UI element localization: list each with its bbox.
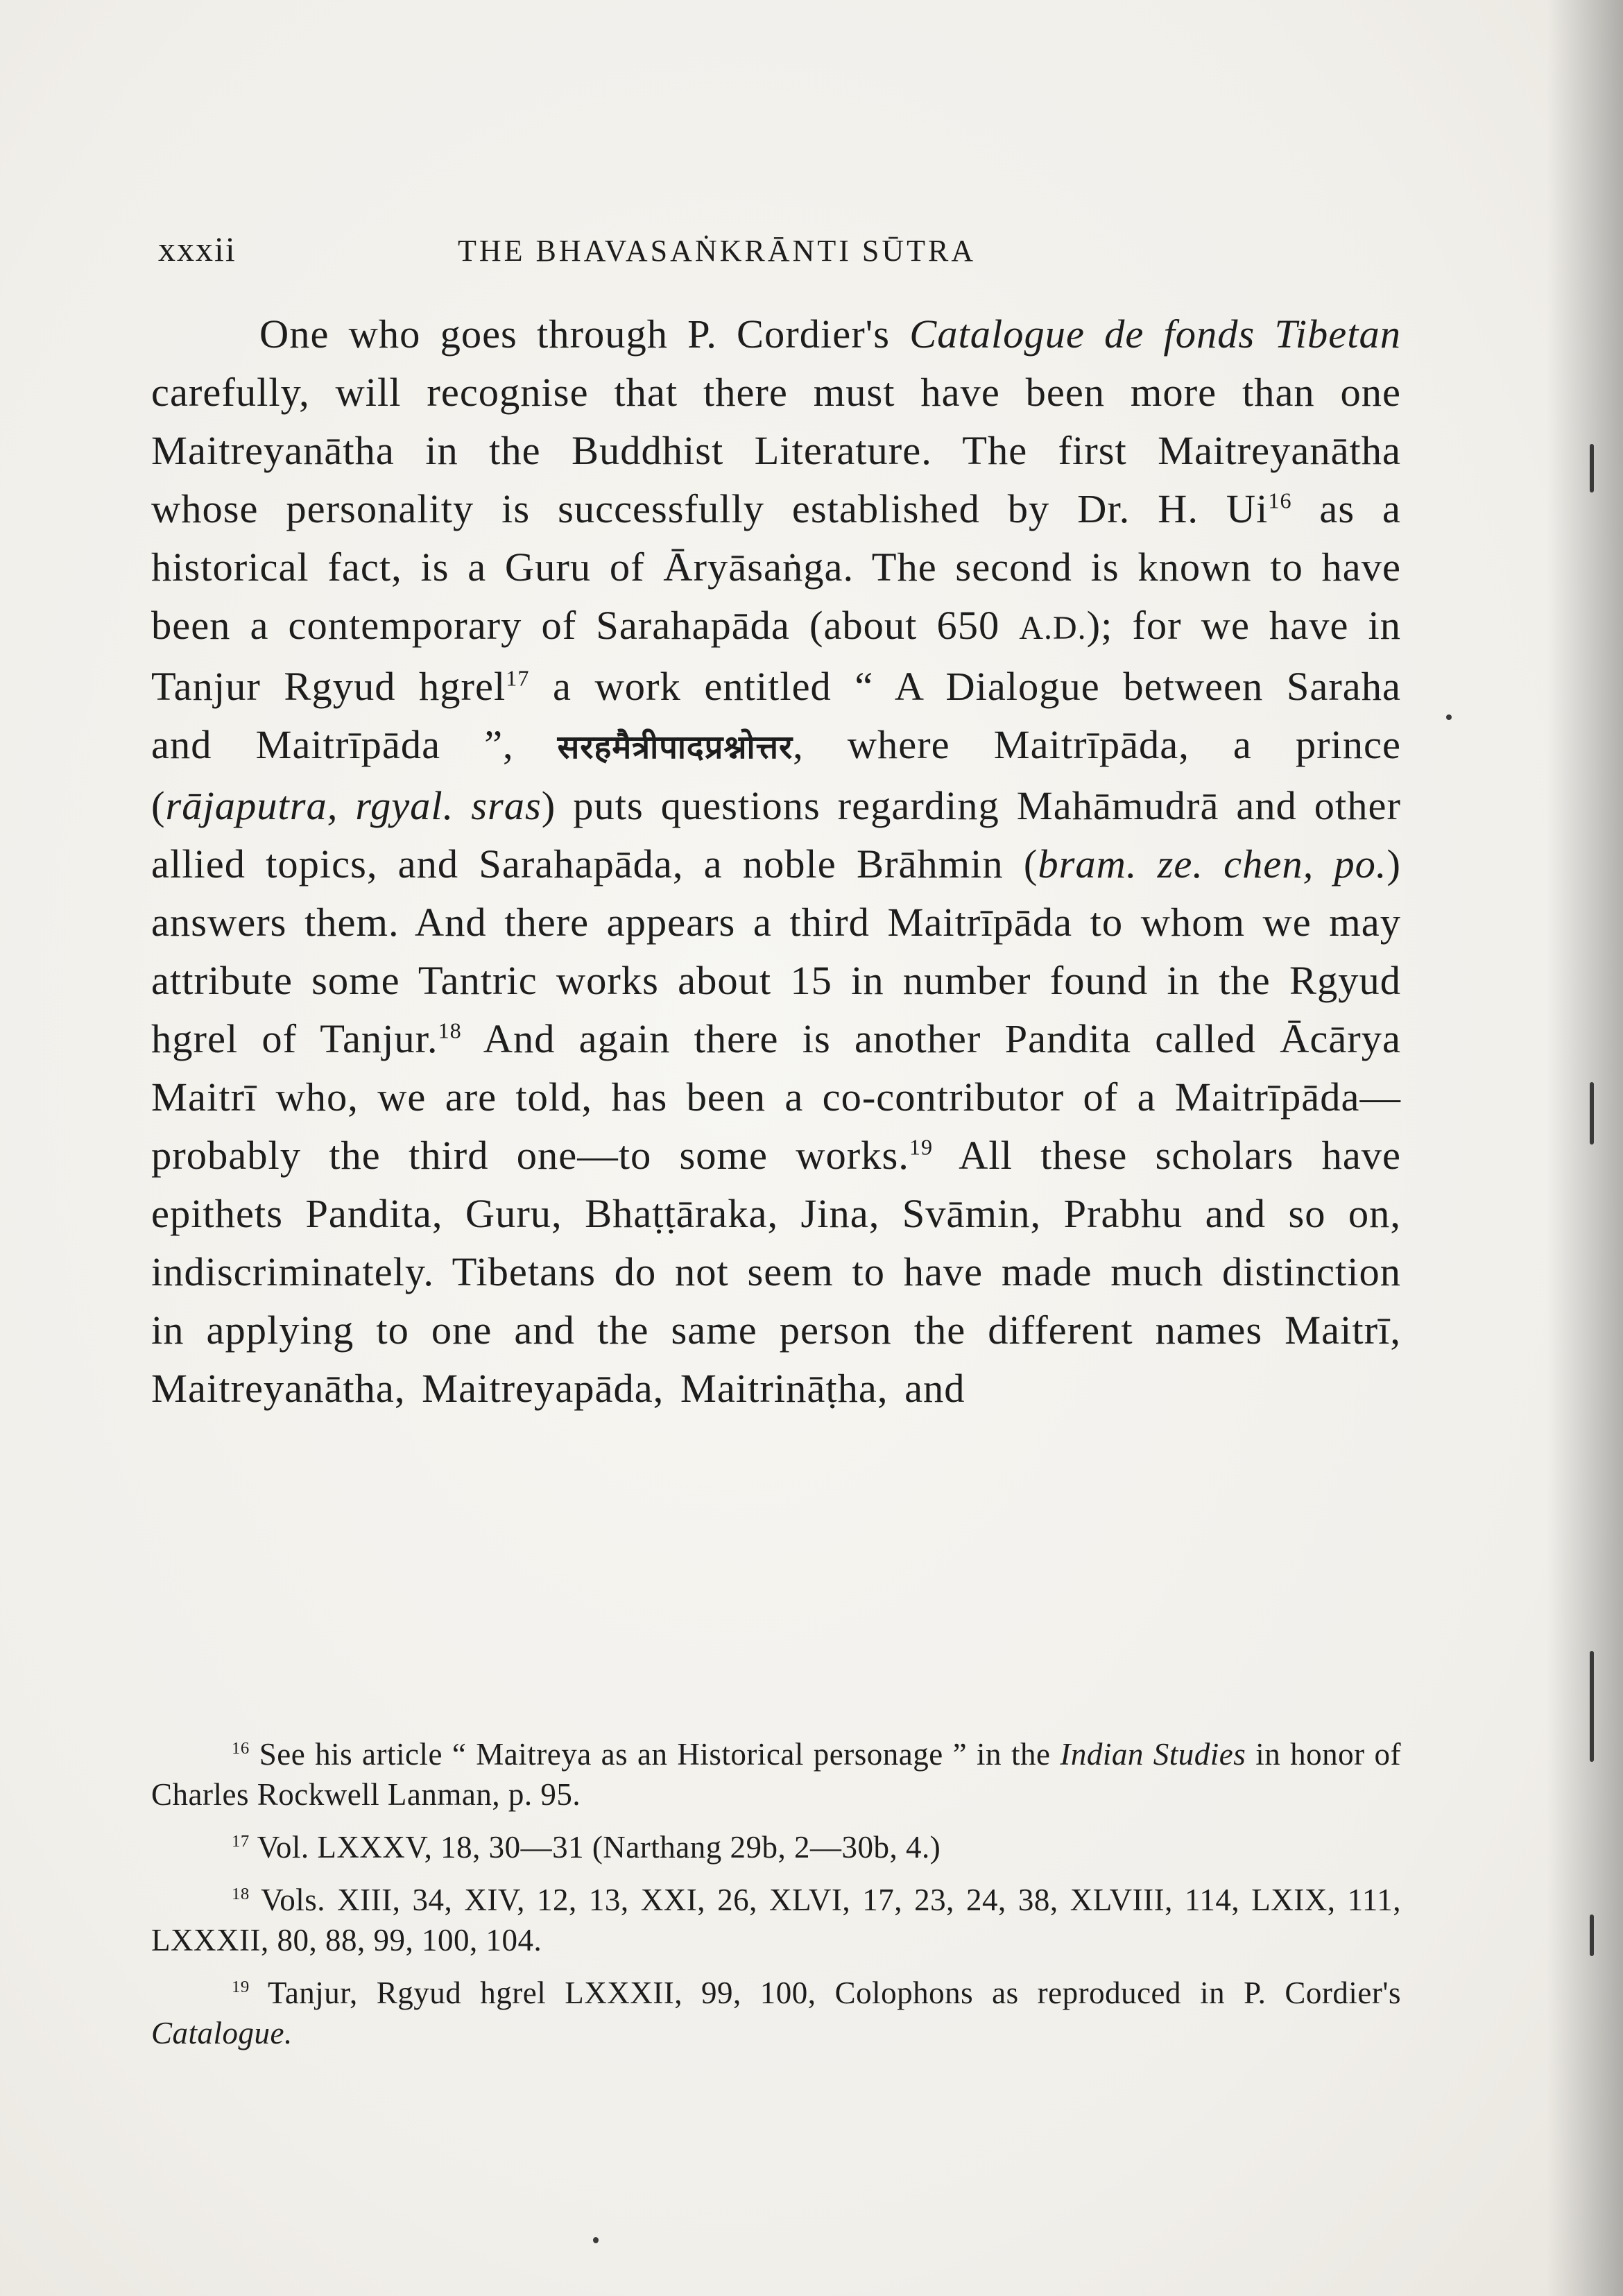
- footnote-text: in honor of Charles Rockwell Lanman, p. 95.: [151, 1737, 1402, 1812]
- devanagari-title: सरहमैत्रीपादप्रश्नोत्तर: [557, 729, 793, 766]
- italic-term: rājaputra, rgyal. sras: [165, 783, 542, 828]
- edge-mark: [1590, 1914, 1594, 1956]
- footnote-17: [151, 1827, 1401, 1867]
- catalogue-title: Catalogue de fonds Tibetan: [909, 311, 1401, 357]
- body-text-run: ) puts questions regarding Mahāmudrā and other allied topics, and Sarahapāda, a noble Brāhmin (: [151, 783, 1401, 886]
- footnote-19: [151, 1973, 1401, 2053]
- body-text-run: One who goes through P. Cordier's: [259, 311, 910, 357]
- footnote-text: Vols. XIII, 34, XIV, 12, 13, XXI, 26, XLVI, 17, 23, 24, 38, XLVIII, 114, LXIX, 111, LXXXII, 80, 88, 99, 100, 104.: [151, 1883, 1401, 1957]
- body-text-run: And again there is another Pandita called Ācārya Maitrī who, we are told, has been a co-contributor of a Maitrīpāda—probably the third one—to some works.: [151, 1016, 1402, 1178]
- footnote-italic: Indian Studies: [1060, 1737, 1246, 1772]
- footnote-ref-16: 16: [1268, 488, 1292, 513]
- edge-mark: [1590, 444, 1594, 492]
- footnote-number: 16: [232, 1739, 250, 1758]
- body-text-run: ); for we have in Tanjur Rgyud hgrel: [151, 603, 1402, 709]
- footnote-number: 17: [232, 1832, 250, 1851]
- footnotes: [151, 1734, 1401, 2066]
- ink-speck: [593, 2237, 599, 2243]
- footnote-number: 18: [232, 1885, 250, 1903]
- body-text-run: All these scholars have epithets Pandita, Guru, Bhaṭṭāraka, Jina, Svāmin, Prabhu and so on, indiscriminately. Tibetans do not seem to have made much distinction in applying to one and the same person the different names Maitrī, Maitreyanātha, Maitreyapāda, Maitrināṭha, and: [151, 1133, 1401, 1411]
- ad-abbreviation: A.D.: [1019, 610, 1087, 646]
- footnote-text: Tanjur, Rgyud hgrel LXXXII, 99, 100, Colophons as reproduced in P. Cordier's: [267, 1976, 1401, 2010]
- footnote-number: 19: [232, 1978, 250, 1996]
- body-text-run: a work entitled “ A Dialogue between Saraha and Maitrīpāda ”,: [151, 664, 1401, 767]
- footnote-italic: Catalogue.: [151, 2016, 293, 2050]
- italic-term: bram. ze. chen, po.: [1038, 841, 1387, 886]
- body-text-run: carefully, will recognise that there must have been more than one Maitreyanātha in the Buddhist Literature. The first Maitreyanātha whose personality is successfully established by Dr. H. Ui: [151, 370, 1401, 531]
- body-text-run: as a historical fact, is a Guru of Āryāsaṅga. The second is known to have been a contemporary of Sarahapāda (about 650: [151, 486, 1401, 648]
- footnote-ref-17: 17: [506, 665, 530, 691]
- footnote-text: See his article “ Maitreya as an Historical personage ” in the: [259, 1737, 1060, 1772]
- body-text-run: ) answers them. And there appears a third Maitrīpāda to whom we may attribute some Tantric works about 15 in number found in the Rgyud hgrel of Tanjur.: [151, 841, 1401, 1061]
- page-number: xxxii: [158, 230, 237, 268]
- footnote-ref-19: 19: [909, 1134, 934, 1160]
- running-head: [158, 229, 1386, 277]
- footnote-ref-18: 18: [438, 1018, 462, 1043]
- body-text-run: , where Maitrīpāda, a prince (: [151, 722, 1401, 828]
- binding-edge-shadow: [1547, 0, 1623, 2296]
- body-paragraph: [151, 305, 1401, 1418]
- footnote-text: Vol. LXXXV, 18, 30—31 (Narthang 29b, 2—30b, 4.): [257, 1830, 941, 1865]
- edge-mark: [1590, 1082, 1594, 1145]
- ink-speck: [1446, 714, 1452, 720]
- edge-mark: [1590, 1651, 1594, 1762]
- footnote-16: [151, 1734, 1401, 1815]
- footnote-18: [151, 1880, 1401, 1960]
- running-title: THE BHAVASAṄKRĀNTI SŪTRA: [458, 234, 977, 268]
